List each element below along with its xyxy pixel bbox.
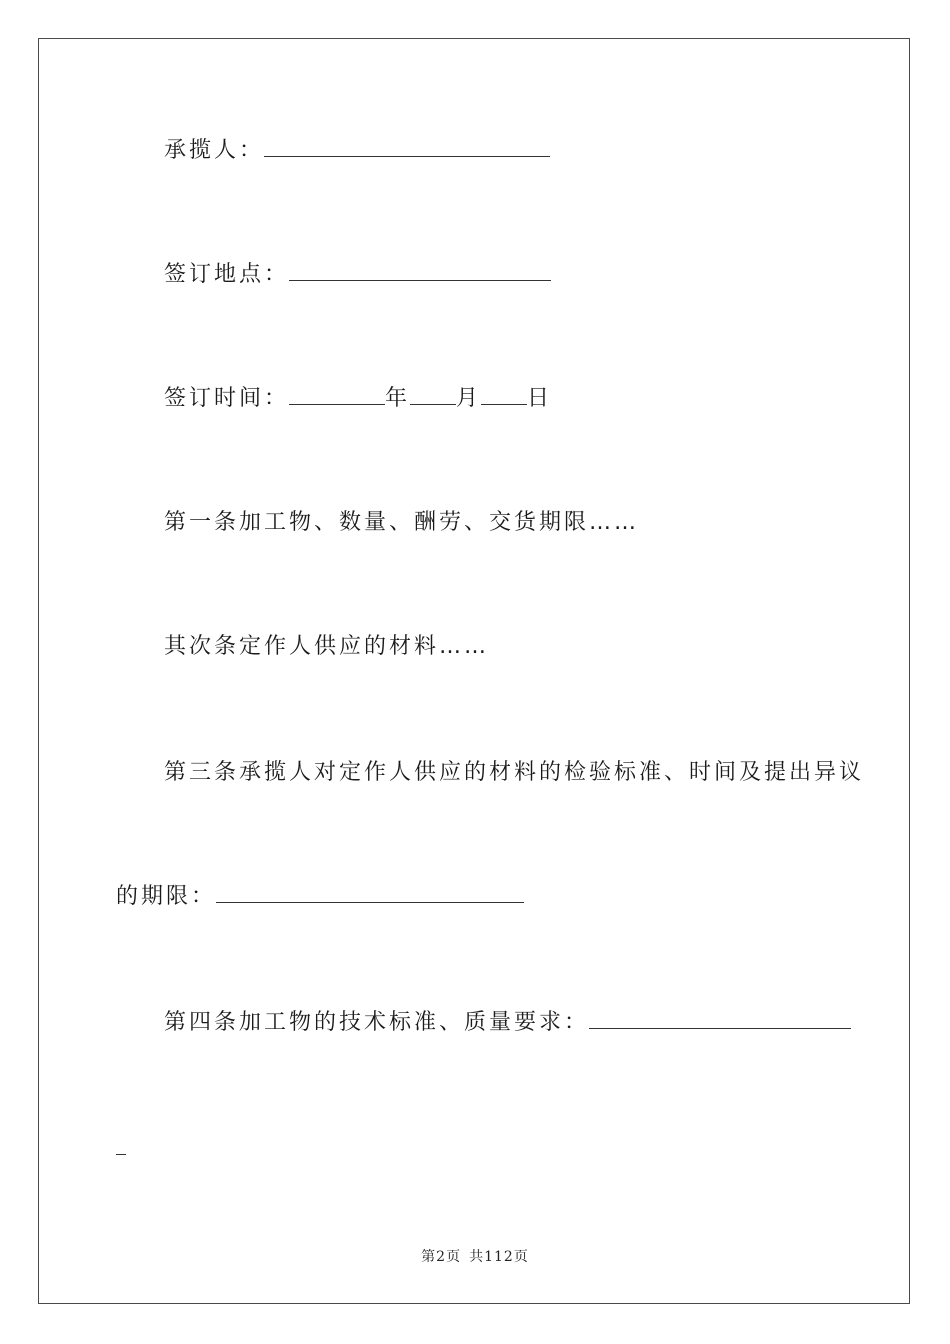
- clause-4-blank[interactable]: [589, 1008, 851, 1029]
- clause-2: 其次条定作人供应的材料……: [164, 634, 490, 659]
- clause-3-line-1: 第三条承揽人对定作人供应的材料的检验标准、时间及提出异议: [164, 760, 865, 785]
- clause-3-line-2: [116, 882, 524, 912]
- contractor-blank[interactable]: [264, 136, 550, 157]
- page-total: 共112页: [469, 1249, 529, 1265]
- contractor-label: 承揽人：: [164, 138, 265, 163]
- year-label: 年: [385, 386, 411, 411]
- clause-1: 第一条加工物、数量、酬劳、交货期限……: [164, 510, 640, 535]
- sign-place-line: [164, 260, 551, 290]
- clause-4-label: 第四条加工物的技术标准、质量要求：: [164, 1010, 590, 1035]
- month-label: 月: [456, 386, 482, 411]
- year-blank[interactable]: [289, 384, 385, 405]
- sign-place-blank[interactable]: [289, 260, 551, 281]
- clause-3-blank[interactable]: [216, 882, 524, 903]
- month-blank[interactable]: [410, 384, 456, 405]
- clause-4-continuation: [116, 1134, 126, 1164]
- page-footer: [0, 1246, 950, 1266]
- sign-time-label: 签订时间：: [164, 386, 290, 411]
- sign-time-line: [164, 384, 552, 414]
- page-border: [38, 38, 910, 1304]
- clause-4: [164, 1008, 851, 1038]
- day-label: 日: [527, 386, 553, 411]
- day-blank[interactable]: [481, 384, 527, 405]
- sign-place-label: 签订地点：: [164, 262, 290, 287]
- clause-3-deadline-label: 的期限：: [116, 884, 217, 909]
- page-number: 第2页: [421, 1249, 462, 1265]
- contractor-line: [164, 136, 550, 166]
- clause-4-continuation-blank[interactable]: [116, 1134, 126, 1155]
